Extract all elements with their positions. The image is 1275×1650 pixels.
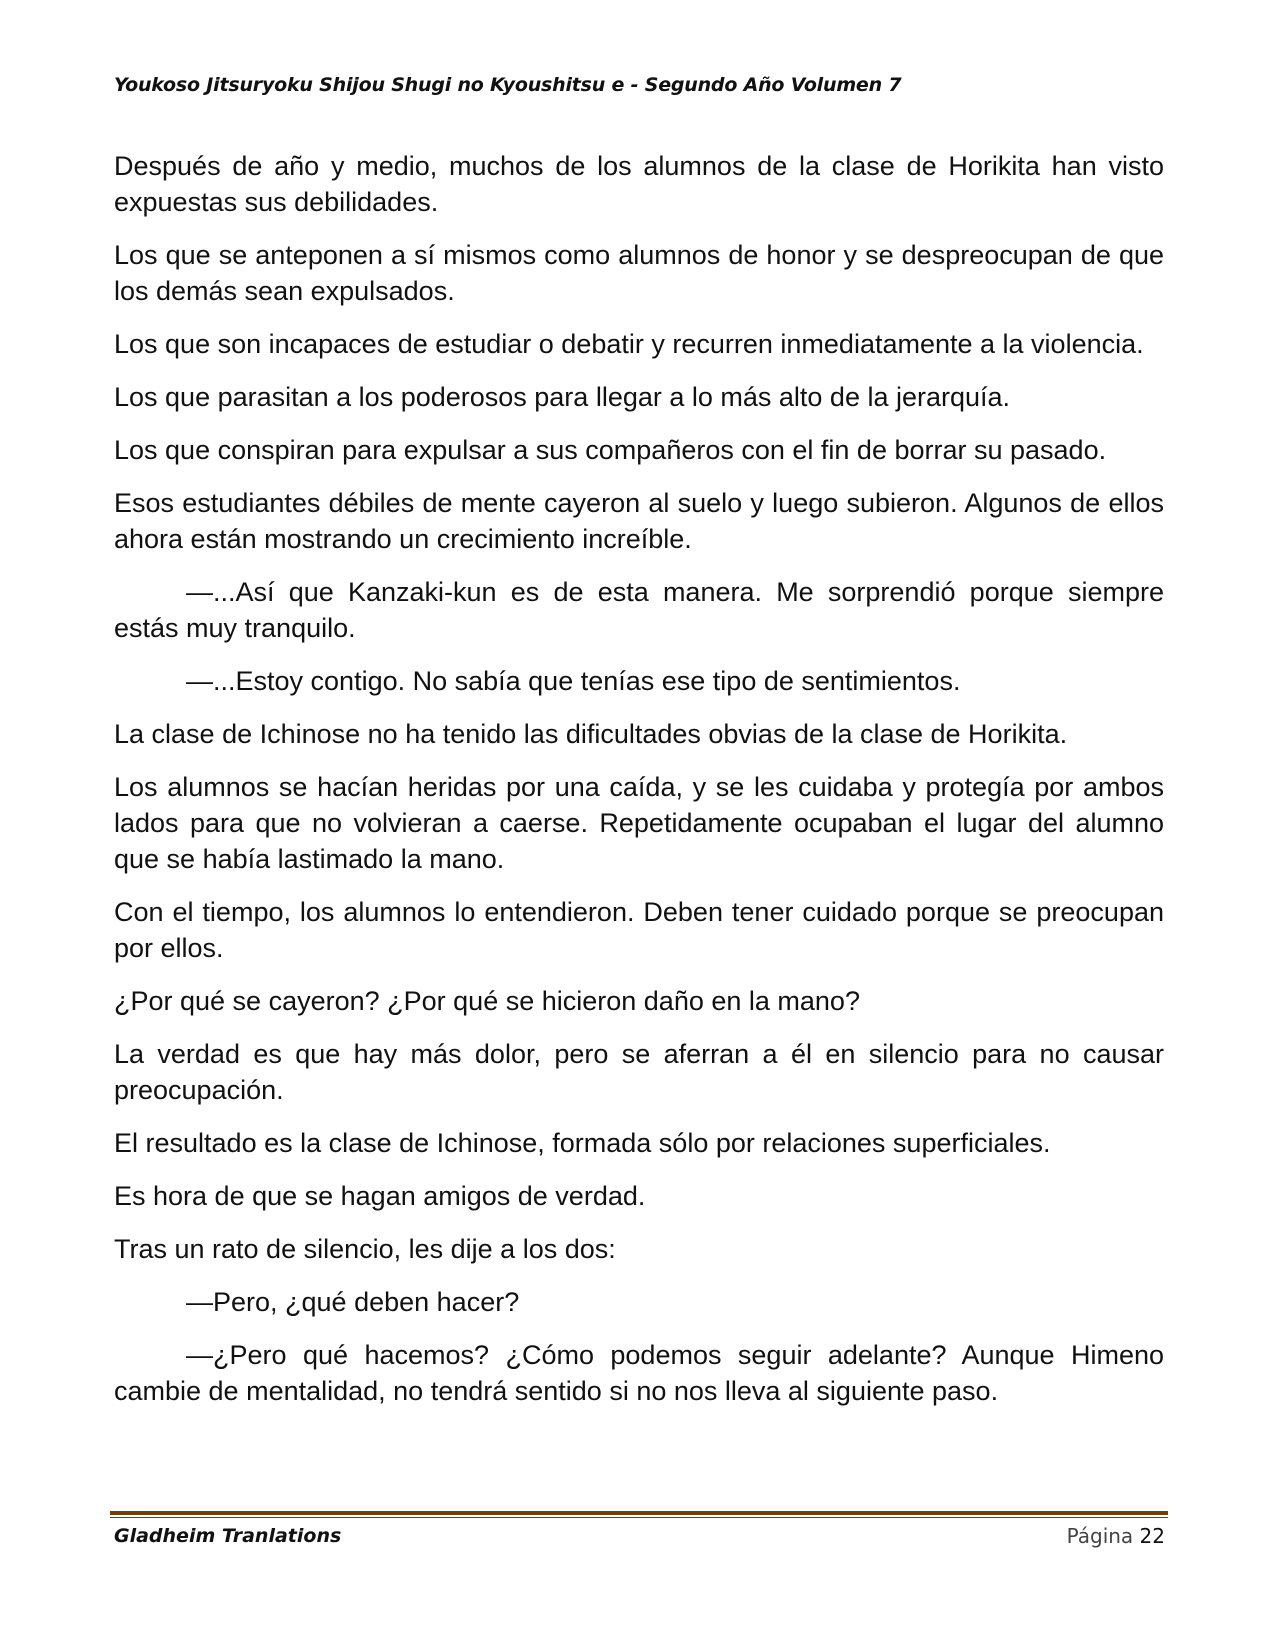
- paragraph-3: Los que son incapaces de estudiar o debatir y recurren inmediatamente a la violencia.: [114, 329, 1144, 359]
- footer-rule-thin: [110, 1517, 1168, 1518]
- paragraph-12: El resultado es la clase de Ichinose, formada sólo por relaciones superficiales.: [114, 1128, 1051, 1158]
- dialogue-2: —...Estoy contigo. No sabía que tenías ese tipo de sentimientos.: [186, 666, 961, 696]
- page-header-title: Youkoso Jitsuryoku Shijou Shugi no Kyoushitsu e - Segundo Año Volumen 7: [114, 74, 902, 96]
- dialogue-3: —Pero, ¿qué deben hacer?: [186, 1287, 520, 1317]
- page-number: 22: [1139, 1524, 1165, 1548]
- page-label: Página: [1066, 1524, 1134, 1548]
- footer-rule-thick: [110, 1511, 1168, 1515]
- footer-page-indicator: [1067, 1524, 1165, 1548]
- paragraph-13: Es hora de que se hagan amigos de verdad.: [114, 1181, 646, 1211]
- paragraph-10: ¿Por qué se cayeron? ¿Por qué se hicieron daño en la mano?: [114, 986, 860, 1016]
- paragraph-2: Los que se anteponen a sí mismos como alumnos de honor y se despreocupan de que los demás sean expulsados.: [114, 240, 1164, 306]
- paragraph-9: Con el tiempo, los alumnos lo entendieron. Deben tener cuidado porque se preocupan por ellos.: [114, 897, 1164, 963]
- paragraph-1: Después de año y medio, muchos de los alumnos de la clase de Horikita han visto expuestas sus debilidades.: [114, 151, 1164, 217]
- dialogue-4: —¿Pero qué hacemos? ¿Cómo podemos seguir adelante? Aunque Himeno cambie de mentalidad, no tendrá sentido si no nos lleva al siguiente paso.: [114, 1340, 1164, 1406]
- paragraph-11: La verdad es que hay más dolor, pero se aferran a él en silencio para no causar preocupación.: [114, 1039, 1164, 1105]
- paragraph-4: Los que parasitan a los poderosos para llegar a lo más alto de la jerarquía.: [114, 382, 1011, 412]
- paragraph-6: Esos estudiantes débiles de mente cayeron al suelo y luego subieron. Algunos de ellos ahora están mostrando un crecimiento increíble.: [114, 488, 1164, 554]
- footer-publisher: Gladheim Tranlations: [114, 1525, 342, 1547]
- paragraph-5: Los que conspiran para expulsar a sus compañeros con el fin de borrar su pasado.: [114, 435, 1107, 465]
- paragraph-7: La clase de Ichinose no ha tenido las dificultades obvias de la clase de Horikita.: [114, 719, 1068, 749]
- paragraph-8: Los alumnos se hacían heridas por una caída, y se les cuidaba y protegía por ambos lados para que no volvieran a caerse. Repetidamente ocupaban el lugar del alumno que se había lastimado la mano.: [114, 772, 1164, 874]
- paragraph-14: Tras un rato de silencio, les dije a los dos:: [114, 1234, 616, 1264]
- document-body: [114, 148, 1164, 1426]
- dialogue-1: —...Así que Kanzaki-kun es de esta manera. Me sorprendió porque siempre estás muy tranquilo.: [114, 577, 1164, 643]
